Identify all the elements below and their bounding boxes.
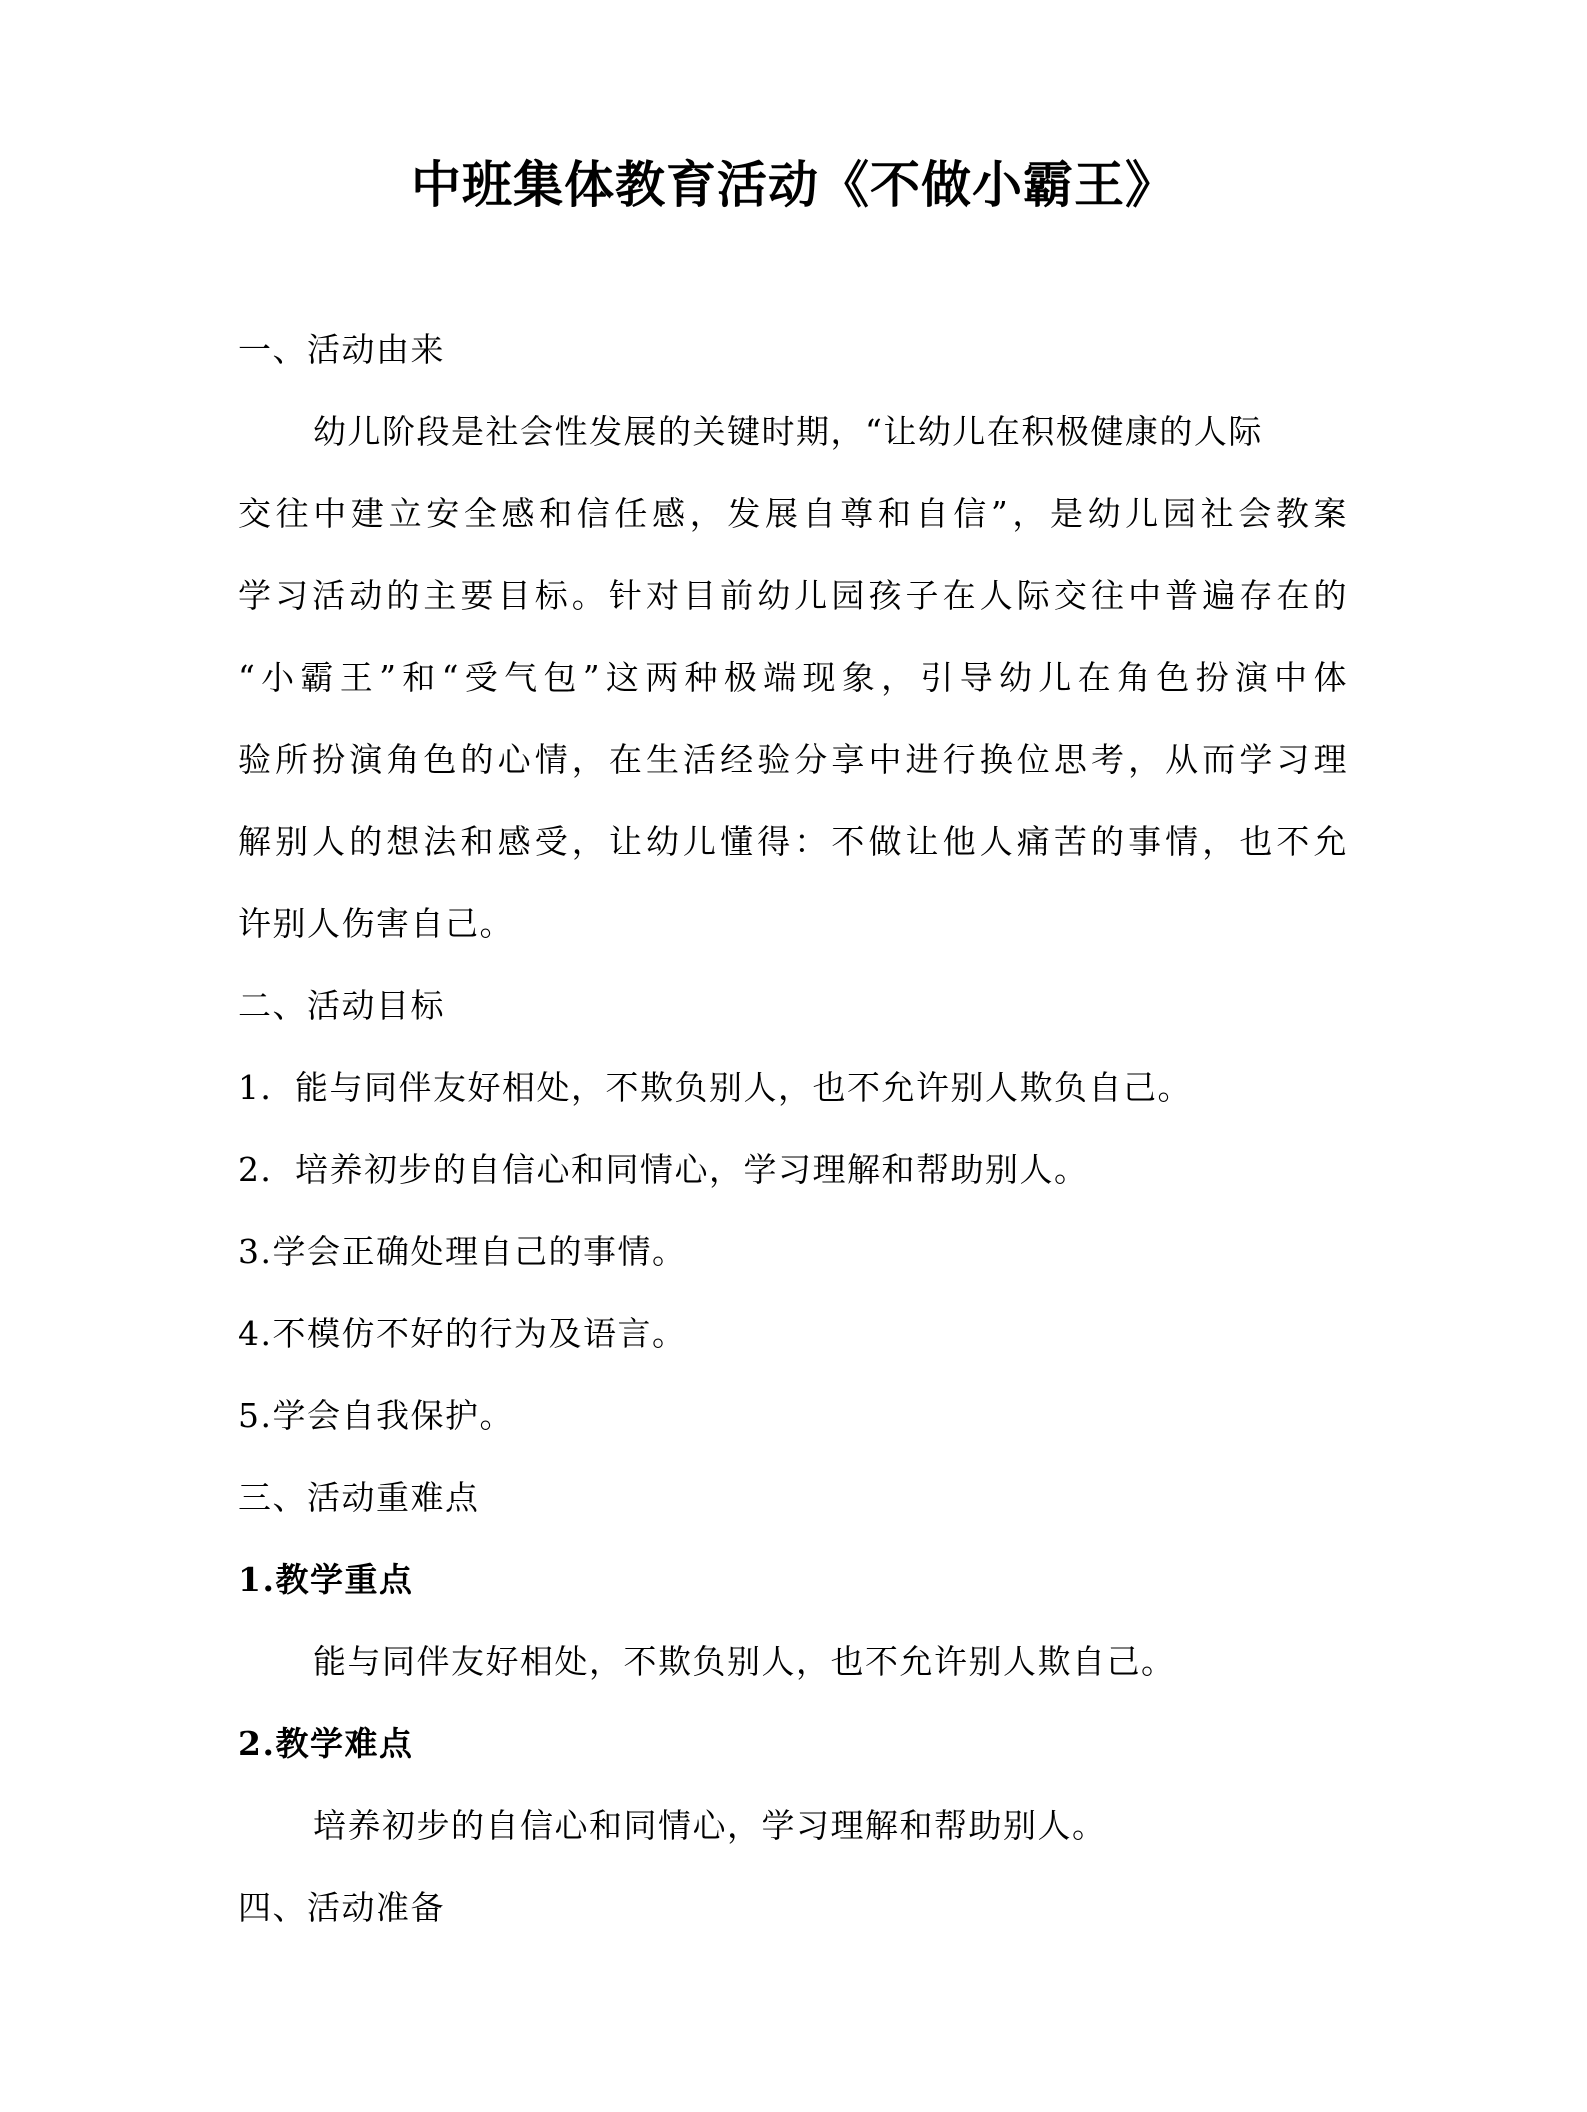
objective-item: 4.不模仿不好的行为及语言。 <box>238 1314 687 1353</box>
subsection-text-difficulty: 培养初步的自信心和同情心，学习理解和帮助别人。 <box>313 1806 1107 1845</box>
paragraph-line: 解别人的想法和感受，让幼儿懂得：不做让他人痛苦的事情，也不允 <box>238 822 1348 861</box>
paragraph-line: 验所扮演角色的心情，在生活经验分享中进行换位思考，从而学习理 <box>238 740 1348 779</box>
paragraph-line: 幼儿阶段是社会性发展的关键时期，“让幼儿在积极健康的人际 <box>313 412 1263 451</box>
subsection-heading-focus: 1.教学重点 <box>238 1560 414 1599</box>
document-title: 中班集体教育活动《不做小霸王》 <box>411 156 1176 214</box>
section-heading-origin: 一、活动由来 <box>238 330 445 369</box>
objective-item: 3.学会正确处理自己的事情。 <box>238 1232 687 1271</box>
subsection-heading-difficulty: 2.教学难点 <box>238 1724 414 1763</box>
subsection-text-focus: 能与同伴友好相处，不欺负别人，也不允许别人欺自己。 <box>313 1642 1176 1681</box>
section-heading-objectives: 二、活动目标 <box>238 986 445 1025</box>
paragraph-line: “小霸王”和“受气包”这两种极端现象，引导幼儿在角色扮演中体 <box>238 658 1348 697</box>
section-heading-key-points: 三、活动重难点 <box>238 1478 480 1517</box>
objective-item: 2．培养初步的自信心和同情心，学习理解和帮助别人。 <box>238 1150 1089 1189</box>
paragraph-line: 许别人伤害自己。 <box>238 904 514 943</box>
section-heading-preparation: 四、活动准备 <box>238 1888 445 1927</box>
objective-item: 5.学会自我保护。 <box>238 1396 514 1435</box>
paragraph-line: 交往中建立安全感和信任感，发展自尊和自信”，是幼儿园社会教案 <box>238 494 1348 533</box>
paragraph-line: 学习活动的主要目标。针对目前幼儿园孩子在人际交往中普遍存在的 <box>238 576 1348 615</box>
objective-item: 1．能与同伴友好相处，不欺负别人，也不允许别人欺负自己。 <box>238 1068 1192 1107</box>
